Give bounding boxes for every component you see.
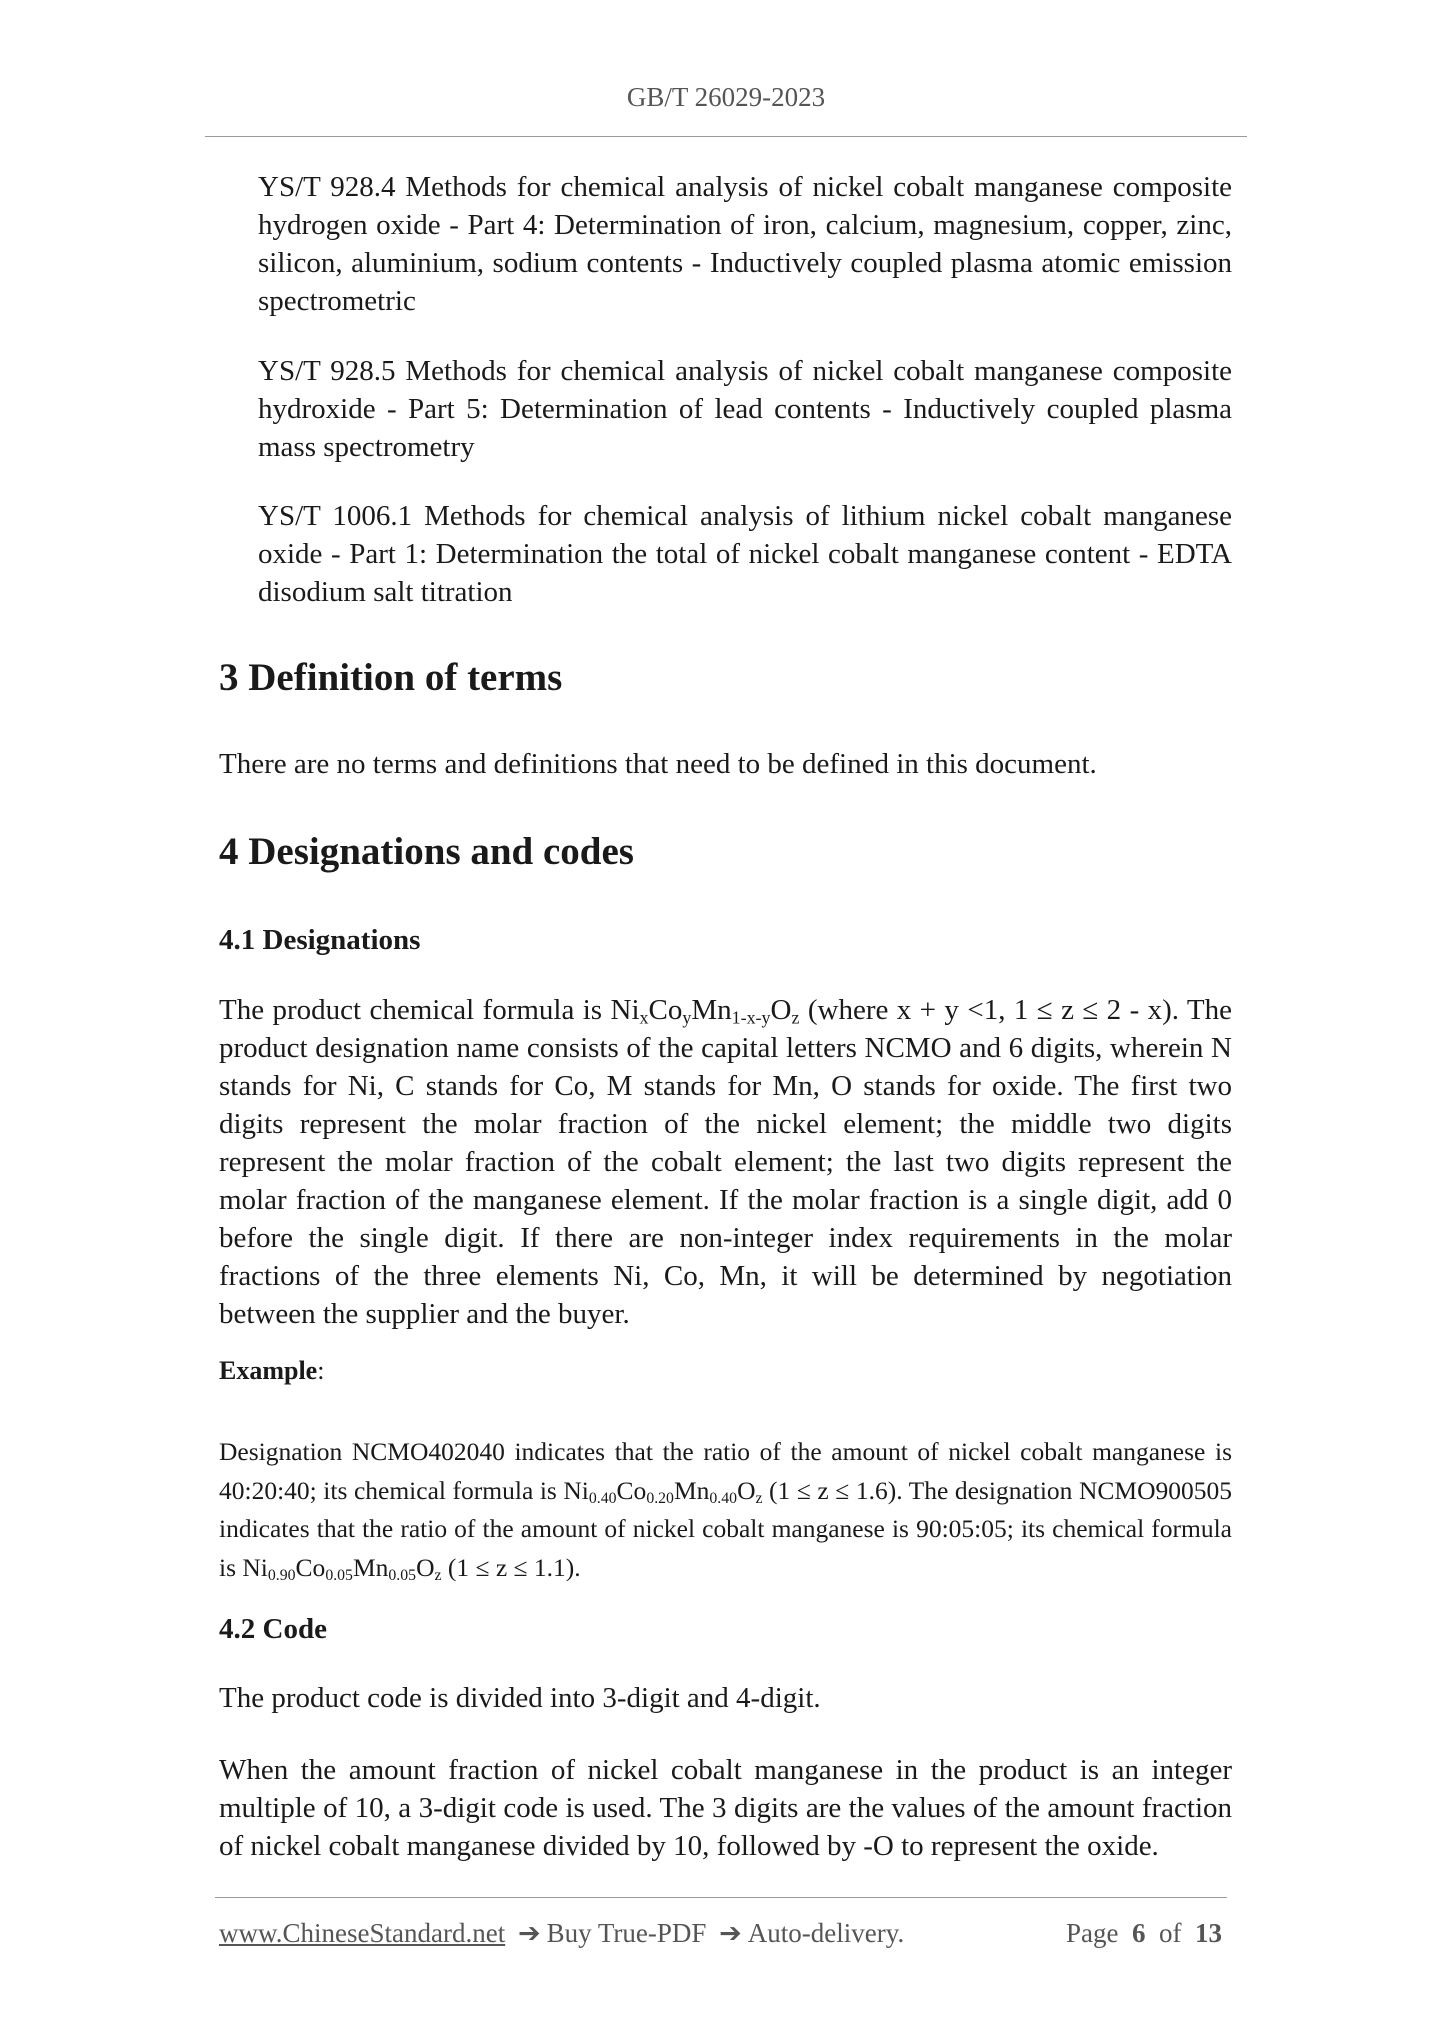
code-text-1: The product code is divided into 3-digit and 4-digit.: [219, 1682, 821, 1714]
arrow-right-icon: ➔: [719, 1918, 742, 1948]
reference-ys-t-1006-1: YS/T 1006.1 Methods for chemical analysis of lithium nickel cobalt manganese oxide - Part 1: Determination the total of nickel cobalt manganese content - EDTA disodium salt titration: [258, 500, 1232, 608]
section-3-heading: 3 Definition of terms: [219, 656, 563, 699]
example-label: Example:: [219, 1356, 325, 1385]
reference-ys-t-928-4: YS/T 928.4 Methods for chemical analysis of nickel cobalt manganese composite hydrogen oxide - Part 4: Determination of iron, calcium, magnesium, copper, zinc, silicon, aluminium, sodium contents - Inductively coupled plasma atomic emission spectrometric: [258, 171, 1232, 317]
code-text-2: When the amount fraction of nickel cobalt manganese in the product is an integer multiple of 10, a 3-digit code is used. The 3 digits are the values of the amount fraction of nickel cobalt manganese divided by 10, followed by -O to represent the oxide.: [219, 1754, 1232, 1862]
section-4-2-heading: 4.2 Code: [219, 1613, 327, 1645]
example-text: Designation NCMO402040 indicates that the ratio of the amount of nickel cobalt manganese is 40:20:40; its chemical formula is $Ni_{0.40}Co_{0.20}Mn_{0.40}O_z$ (1 ≤ z ≤ 1.6). The designation NCMO900505 indicates that the ratio of the amount of nickel cobalt manganese is 90:05:05; its chemical formula is $Ni_{0.90}Co_{0.05}Mn_{0.05}O_z$ (1 ≤ z ≤ 1.1).: [219, 1437, 1232, 1584]
total-pages: 13: [1194, 1918, 1222, 1948]
formula-ncmo402040: $Ni_{0.40}Co_{0.20}Mn_{0.40}O_z$: [563, 1475, 763, 1507]
auto-delivery-text: Auto-delivery.: [747, 1918, 905, 1948]
formula-ncmo900505: $Ni_{0.90}Co_{0.05}Mn_{0.05}O_z$: [242, 1552, 442, 1584]
designations-paragraph: The product chemical formula is $Ni_xCo_yMn_{1-x-y}O_z$ (where x + y <1, 1 ≤ z ≤ 2 - x). The product designation name consists of the capital letters NCMO and 6 digits, wherein N stands for Ni, C stands for Co, M stands for Mn, O stands for oxide. The first two digits represent the molar fraction of the nickel element; the middle two digits represent the molar fraction of the cobalt element; the last two digits represent the molar fraction of the manganese element. If the molar fraction is a single digit, add 0 before the single digit. If there are non-integer index requirements in the molar fractions of the three elements Ni, Co, Mn, it will be determined by negotiation between the supplier and the buyer.: [219, 994, 1232, 1330]
header-divider: [205, 136, 1247, 137]
chemical-formula: $Ni_xCo_yMn_{1-x-y}O_z$: [610, 994, 800, 1028]
section-4-heading: 4 Designations and codes: [219, 830, 634, 873]
section-4-1-heading: 4.1 Designations: [219, 924, 421, 956]
footer-links: [219, 1918, 904, 1949]
reference-ys-t-928-5: YS/T 928.5 Methods for chemical analysis of nickel cobalt manganese composite hydroxide - Part 5: Determination of lead contents - Inductively coupled plasma mass spectrometry: [258, 355, 1232, 463]
page-counter: Page 6 of 13: [1066, 1918, 1222, 1948]
footer-divider: [215, 1897, 1227, 1898]
page-header: GB/T 26029-2023: [626, 82, 826, 112]
buy-true-pdf-text: Buy True-PDF: [546, 1918, 707, 1948]
chinese-standard-link[interactable]: www.ChineseStandard.net: [219, 1918, 506, 1948]
section-3-text: There are no terms and definitions that need to be defined in this document.: [219, 748, 1097, 780]
arrow-right-icon: ➔: [517, 1918, 541, 1948]
current-page-number: 6: [1131, 1918, 1146, 1948]
